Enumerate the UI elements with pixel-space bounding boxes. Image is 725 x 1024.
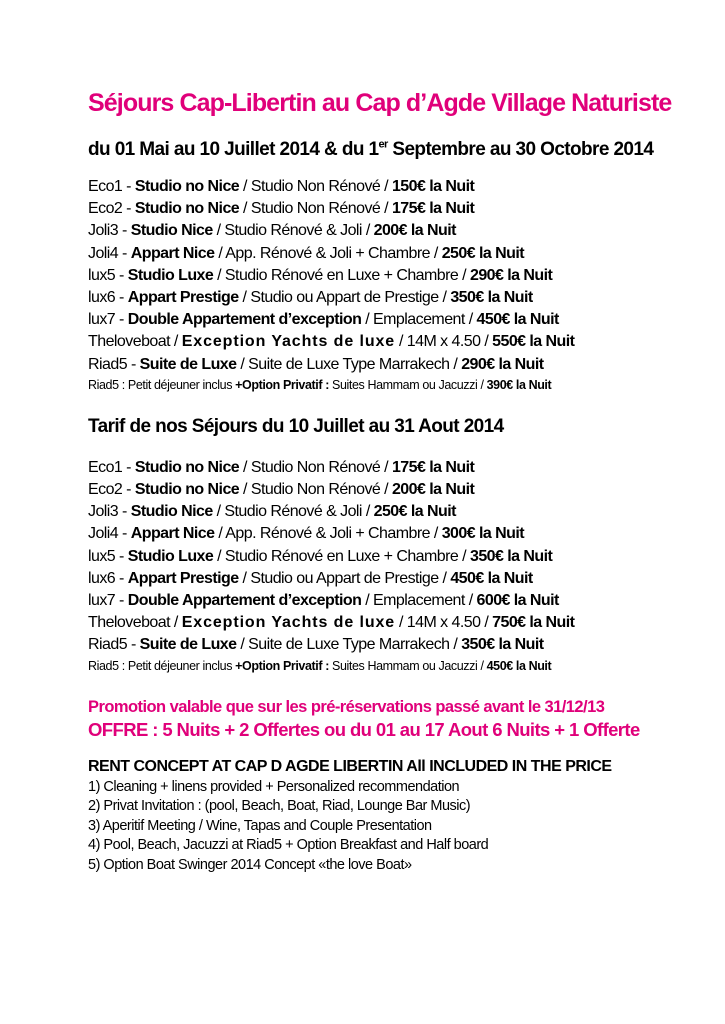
offer-code: lux7 -	[88, 592, 128, 610]
offer-code: lux5 -	[88, 266, 128, 284]
offer-price: 175€ la Nuit	[391, 200, 475, 218]
offer-name: Studio no Nice	[134, 481, 240, 499]
offer-name: Appart Prestige	[127, 289, 239, 307]
offer-name: Exception Yachts de luxe	[181, 614, 396, 632]
riad-note-option: +Option Privatif :	[235, 377, 329, 392]
offer-description: / Studio Rénové & Joli /	[212, 222, 374, 240]
offer-name: Appart Nice	[130, 525, 215, 543]
offer-row	[88, 176, 708, 198]
offer-code: lux5 -	[88, 547, 128, 565]
offer-description: / Studio Non Rénové /	[239, 458, 392, 476]
offer-price: 250€ la Nuit	[441, 244, 525, 262]
rent-concept-title: RENT CONCEPT AT CAP D AGDE LIBERTIN All INCLUDED IN THE PRICE	[88, 757, 612, 775]
section-2-heading: Tarif de nos Séjours du 10 Juillet au 31 Aout 2014	[88, 415, 504, 437]
offer-code: Joli4 -	[88, 525, 131, 543]
riad-note-option: +Option Privatif :	[235, 658, 329, 673]
offer-code: Joli4 -	[88, 244, 131, 262]
offer-row	[88, 568, 708, 590]
riad-note	[88, 657, 708, 676]
riad-note-text: Riad5 : Petit déjeuner inclus	[88, 658, 236, 673]
offer-description: / Studio ou Appart de Prestige /	[238, 289, 451, 307]
offer-name: Studio no Nice	[134, 200, 240, 218]
offer-price: 350€ la Nuit	[450, 289, 533, 307]
list-item: 4) Pool, Beach, Jacuzzi at Riad5 + Option Breakfast and Half board	[88, 837, 489, 854]
section-2-offer-list	[88, 457, 708, 676]
special-offer: OFFRE : 5 Nuits + 2 Offertes ou du 01 au 17 Aout 6 Nuits + 1 Offerte	[88, 718, 640, 740]
offer-row	[88, 287, 708, 309]
document-page	[88, 88, 708, 875]
offer-price: 200€ la Nuit	[391, 481, 475, 499]
offer-description: / Emplacement /	[361, 311, 477, 329]
offer-name: Studio Nice	[130, 222, 213, 240]
offer-price: 450€ la Nuit	[450, 569, 533, 587]
offer-code: Eco2 -	[88, 200, 135, 218]
offer-description: / 14M x 4.50 /	[395, 333, 493, 351]
offer-code: Riad5 -	[88, 355, 140, 373]
offer-price: 350€ la Nuit	[461, 636, 544, 654]
offer-row	[88, 590, 708, 612]
offer-code: Theloveboat /	[88, 614, 182, 632]
offer-name: Appart Prestige	[127, 569, 239, 587]
offer-description: / App. Rénové & Joli + Chambre /	[214, 525, 442, 543]
list-item: 5) Option Boat Swinger 2014 Concept «the love Boat»	[88, 856, 412, 873]
offer-row	[88, 546, 708, 568]
offer-row	[88, 523, 708, 545]
offer-description: / Studio Non Rénové /	[239, 178, 392, 195]
rent-concept-block	[88, 756, 708, 876]
offer-price: 200€ la Nuit	[373, 222, 456, 240]
promotion-block	[88, 696, 708, 742]
offer-code: lux6 -	[88, 569, 128, 587]
offer-code: Riad5 -	[88, 636, 140, 654]
offer-code: Eco1 -	[88, 178, 135, 195]
promotion-notice: Promotion valable que sur les pré-réservations passé avant le 31/12/13	[88, 697, 605, 716]
offer-price: 550€ la Nuit	[492, 333, 575, 351]
offer-name: Studio Nice	[130, 503, 213, 521]
offer-row	[88, 243, 708, 265]
offer-code: lux7 -	[88, 311, 128, 329]
offer-name: Studio no Nice	[134, 458, 240, 476]
offer-price: 350€ la Nuit	[469, 547, 553, 565]
offer-price: 450€ la Nuit	[476, 311, 559, 329]
offer-description: / 14M x 4.50 /	[395, 614, 493, 632]
list-item: 2) Privat Invitation : (pool, Beach, Boat, Riad, Lounge Bar Music)	[88, 798, 471, 815]
offer-code: Eco2 -	[88, 481, 135, 499]
offer-description: / App. Rénové & Joli + Chambre /	[214, 244, 442, 262]
section-1-heading-text: du 01 Mai au 10 Juillet 2014 & du 1	[88, 139, 379, 160]
offer-name: Studio no Nice	[134, 178, 240, 195]
offer-row	[88, 265, 708, 287]
document-title: Séjours Cap-Libertin au Cap d’Agde Village Naturiste	[88, 89, 672, 117]
offer-row	[88, 309, 708, 331]
riad-note-description: Suites Hammam ou Jacuzzi /	[328, 377, 487, 392]
offer-row	[88, 331, 708, 353]
offer-code: Joli3 -	[88, 222, 131, 240]
section-1-offer-list	[88, 176, 708, 395]
offer-description: / Studio Non Rénové /	[239, 481, 392, 499]
offer-row	[88, 354, 708, 376]
offer-description: / Studio Non Rénové /	[239, 200, 392, 218]
list-item: 1) Cleaning + linens provided + Personalized recommendation	[88, 778, 460, 795]
offer-price: 290€ la Nuit	[461, 355, 544, 373]
offer-price: 150€ la Nuit	[391, 178, 475, 195]
offer-code: lux6 -	[88, 289, 128, 307]
offer-row	[88, 479, 708, 501]
section-1-heading-text-end: Septembre au 30 Octobre 2014	[387, 139, 654, 160]
offer-description: / Emplacement /	[361, 592, 477, 610]
offer-description: / Suite de Luxe Type Marrakech /	[236, 636, 462, 654]
offer-row	[88, 634, 708, 656]
offer-code: Theloveboat /	[88, 333, 182, 351]
offer-row	[88, 198, 708, 220]
offer-description: / Suite de Luxe Type Marrakech /	[236, 355, 462, 373]
offer-price: 300€ la Nuit	[441, 525, 525, 543]
rent-concept-list	[88, 778, 708, 876]
offer-name: Double Appartement d’exception	[127, 311, 362, 329]
offer-name: Exception Yachts de luxe	[181, 333, 396, 351]
offer-row	[88, 501, 708, 523]
offer-price: 600€ la Nuit	[476, 592, 559, 610]
offer-row	[88, 612, 708, 634]
list-item: 3) Aperitif Meeting / Wine, Tapas and Couple Presentation	[88, 817, 432, 834]
offer-description: / Studio Rénové & Joli /	[212, 503, 374, 521]
riad-note-description: Suites Hammam ou Jacuzzi /	[328, 658, 487, 673]
offer-name: Suite de Luxe	[139, 355, 237, 373]
offer-code: Eco1 -	[88, 458, 135, 476]
section-1-heading	[88, 138, 708, 162]
offer-description: / Studio Rénové en Luxe + Chambre /	[213, 547, 470, 565]
riad-note	[88, 376, 708, 395]
offer-name: Double Appartement d’exception	[127, 592, 362, 610]
offer-price: 750€ la Nuit	[492, 614, 575, 632]
section-1-heading-superscript: er	[378, 138, 388, 151]
riad-note-price: 390€ la Nuit	[486, 377, 552, 392]
offer-row	[88, 457, 708, 479]
offer-price: 290€ la Nuit	[469, 266, 553, 284]
offer-name: Studio Luxe	[127, 547, 214, 565]
offer-description: / Studio Rénové en Luxe + Chambre /	[213, 266, 470, 284]
offer-row	[88, 220, 708, 242]
offer-name: Suite de Luxe	[139, 636, 237, 654]
offer-description: / Studio ou Appart de Prestige /	[238, 569, 451, 587]
riad-note-price: 450€ la Nuit	[486, 658, 552, 673]
offer-name: Studio Luxe	[127, 266, 214, 284]
offer-price: 250€ la Nuit	[373, 503, 456, 521]
offer-name: Appart Nice	[130, 244, 215, 262]
offer-price: 175€ la Nuit	[391, 458, 475, 476]
offer-code: Joli3 -	[88, 503, 131, 521]
riad-note-text: Riad5 : Petit déjeuner inclus	[88, 377, 236, 392]
